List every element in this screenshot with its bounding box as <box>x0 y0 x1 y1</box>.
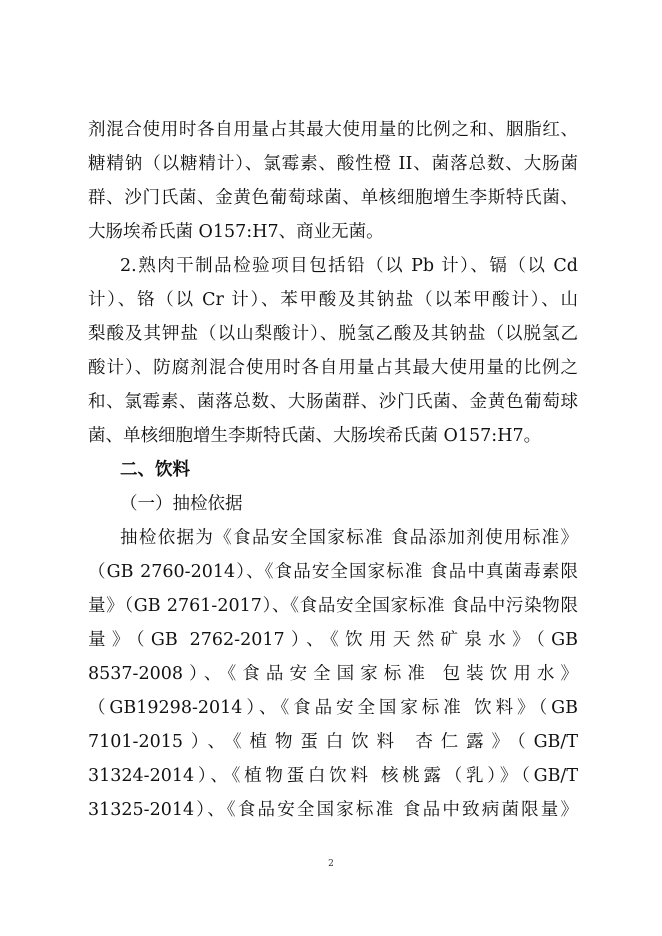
paragraph-line: 量》（GB 2762-2017）、《饮用天然矿泉水》（GB <box>88 630 578 650</box>
paragraph-line: 糖精钠（以糖精计）、氯霉素、酸性橙 II、菌落总数、大肠菌 <box>88 154 578 174</box>
paragraph-line: （GB19298-2014）、《食品安全国家标准 饮料》（GB <box>88 698 578 718</box>
paragraph-line: 菌、单核细胞增生李斯特氏菌、大肠埃希氏菌 O157:H7。 <box>88 426 542 446</box>
paragraph-line: 量》（GB 2761-2017）、《食品安全国家标准 食品中污染物限 <box>88 596 578 616</box>
section-heading: 二、饮料 <box>120 460 190 480</box>
paragraph-line: 7101-2015）、《植物蛋白饮料 杏仁露》（GB/T <box>88 732 578 752</box>
paragraph-line: 31324-2014）、《植物蛋白饮料 核桃露（乳）》（GB/T <box>88 766 578 786</box>
paragraph-line: 大肠埃希氏菌 O157:H7、商业无菌。 <box>88 222 384 242</box>
paragraph-line: 计）、铬（以 Cr 计）、苯甲酸及其钠盐（以苯甲酸计）、山 <box>88 290 578 310</box>
paragraph-line: 梨酸及其钾盐（以山梨酸计）、脱氢乙酸及其钠盐（以脱氢乙 <box>88 324 578 344</box>
page-number: 2 <box>328 859 334 869</box>
paragraph-line: 和、氯霉素、菌落总数、大肠菌群、沙门氏菌、金黄色葡萄球 <box>88 392 578 412</box>
paragraph-line: 2.熟肉干制品检验项目包括铅（以 Pb 计）、镉（以 Cd <box>120 256 578 276</box>
paragraph-line: 剂混合使用时各自用量占其最大使用量的比例之和、胭脂红、 <box>88 120 578 140</box>
paragraph-line: 抽检依据为《食品安全国家标准 食品添加剂使用标准》 <box>120 528 578 548</box>
paragraph-line: （GB 2760-2014）、《食品安全国家标准 食品中真菌毒素限 <box>88 562 578 582</box>
subsection-heading: （一）抽检依据 <box>120 494 243 514</box>
paragraph-line: 群、沙门氏菌、金黄色葡萄球菌、单核细胞增生李斯特氏菌、 <box>88 188 578 208</box>
paragraph-line: 酸计）、防腐剂混合使用时各自用量占其最大使用量的比例之 <box>88 358 578 378</box>
paragraph-line: 8537-2008）、《食品安全国家标准 包装饮用水》 <box>88 664 578 684</box>
paragraph-line: 31325-2014）、《食品安全国家标准 食品中致病菌限量》 <box>88 800 578 820</box>
